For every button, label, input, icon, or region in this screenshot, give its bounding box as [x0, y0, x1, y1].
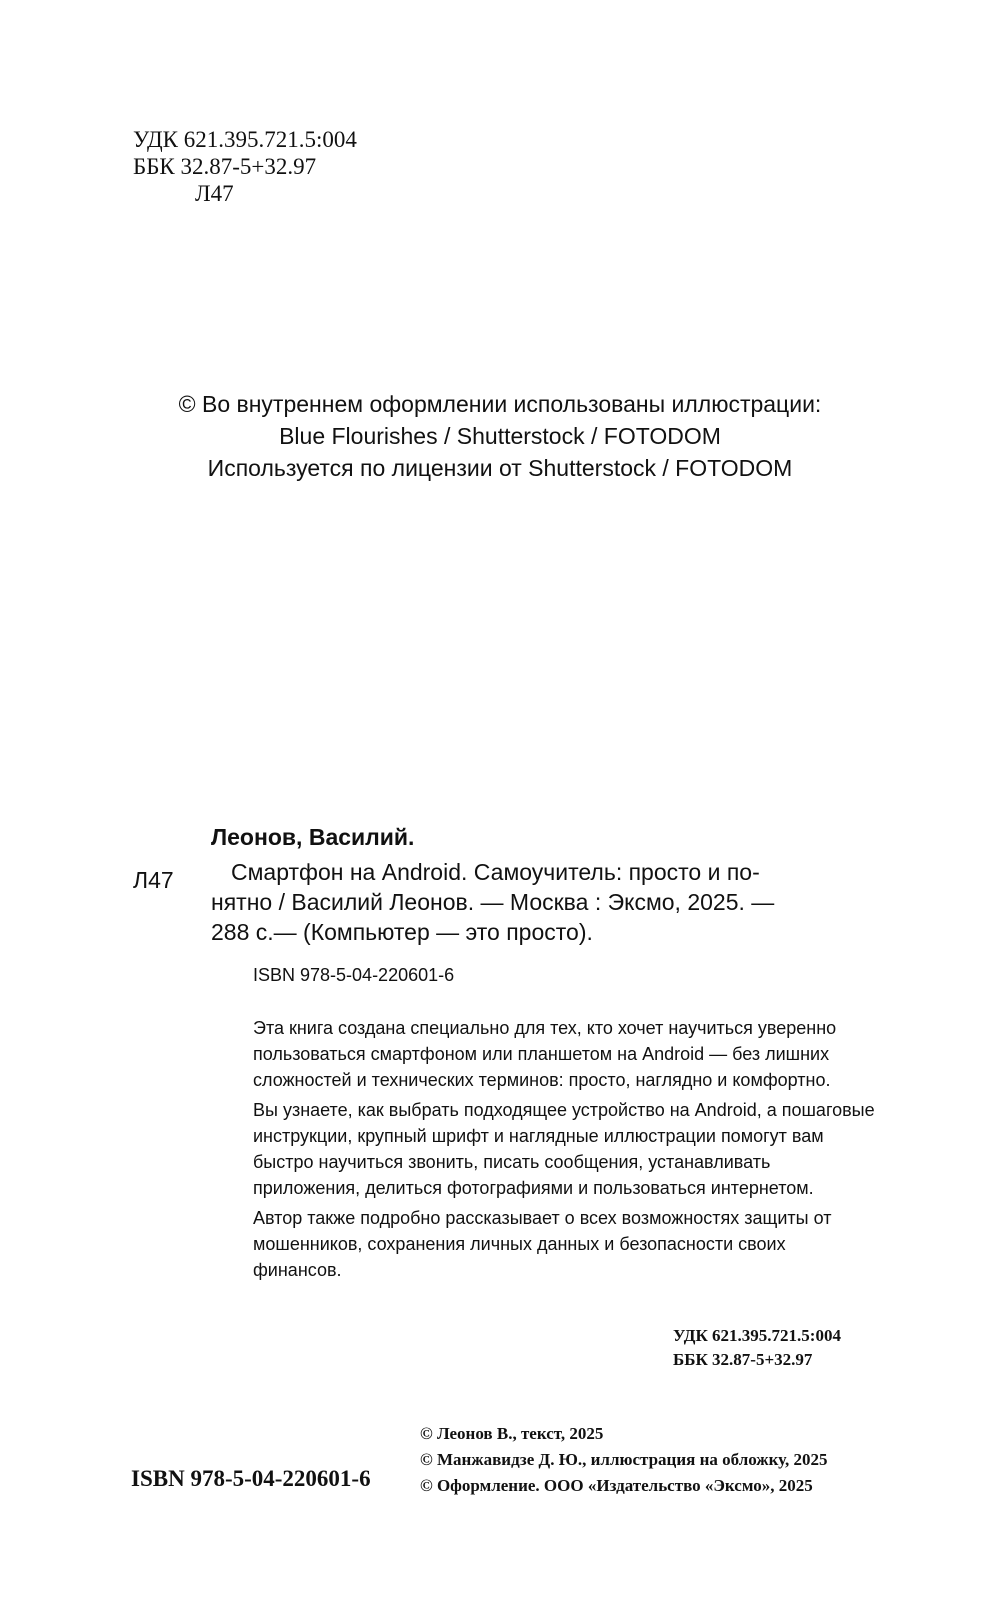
author-mark: Л47 — [195, 181, 234, 206]
catalog-title — [211, 857, 878, 947]
footer-udk: УДК 621.395.721.5:004 — [673, 1326, 841, 1345]
catalog-isbn: ISBN 978-5-04-220601-6 — [253, 965, 455, 985]
copyright-illustration: © Манжавидзе Д. Ю., иллюстрация на обложку, 2025 — [420, 1450, 828, 1469]
catalog-author: Леонов, Василий. — [211, 824, 415, 850]
copyright-design: © Оформление. ООО «Издательство «Эксмо», 2025 — [420, 1476, 813, 1495]
annotation-paragraph-1: Эта книга создана специально для тех, кто хочет научиться уверенно пользоваться смартфоном или планшетом на Android — без лишних сложностей и технических терминов: просто, наглядно и комфортно. — [253, 1018, 837, 1090]
illustration-credits — [0, 388, 1000, 484]
footer-isbn: ISBN 978-5-04-220601-6 — [131, 1466, 371, 1491]
copyright-notices — [420, 1421, 828, 1499]
udk-code: УДК 621.395.721.5:004 — [133, 127, 357, 152]
classification-codes — [133, 126, 357, 207]
catalog-mark: Л47 — [133, 867, 174, 893]
catalog-title-line-2: нятно / Василий Леонов. — Москва : Эксмо, 2025. — — [211, 889, 775, 915]
credits-line-2: Blue Flourishes / Shutterstock / FOTODOM — [279, 423, 721, 449]
catalog-title-line-1: Смартфон на Android. Самоучитель: просто и по- — [231, 859, 760, 885]
copyright-text: © Леонов В., текст, 2025 — [420, 1424, 604, 1443]
bbk-code: ББК 32.87-5+32.97 — [133, 154, 317, 179]
annotation-paragraph-3: Автор также подробно рассказывает о всех возможностях защиты от мошенников, сохранения личных данных и безопасности своих финансов. — [253, 1208, 832, 1280]
catalog-title-line-3: 288 с.— (Компьютер — это просто). — [211, 919, 593, 945]
footer-classification — [673, 1324, 841, 1372]
credits-line-3: Используется по лицензии от Shutterstock / FOTODOM — [207, 455, 793, 481]
annotation-paragraph-2: Вы узнаете, как выбрать подходящее устройство на Android, а пошаговые инструкции, крупный шрифт и наглядные иллюстрации помогут вам быстро научиться звонить, писать сообщения, устанавливать приложения, делиться фотографиями и пользоваться интернетом. — [253, 1100, 875, 1198]
annotation — [253, 1015, 878, 1287]
footer-bbk: ББК 32.87-5+32.97 — [673, 1350, 813, 1369]
credits-line-1: © Во внутреннем оформлении использованы иллюстрации: — [178, 391, 822, 417]
